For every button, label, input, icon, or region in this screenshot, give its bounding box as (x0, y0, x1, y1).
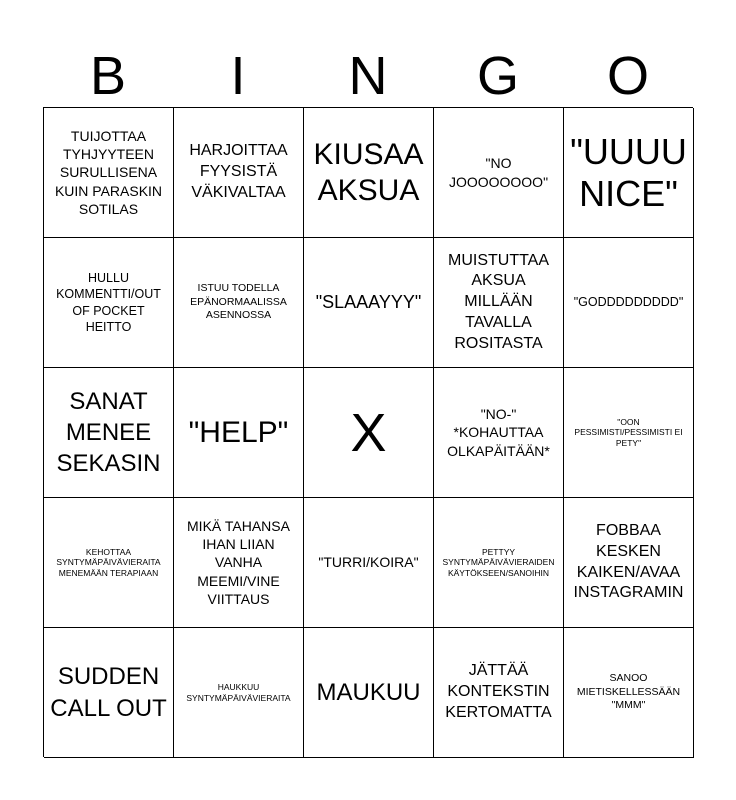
header-letter-i: I (230, 46, 246, 106)
bingo-cell[interactable]: "TURRI/KOIRA" (304, 498, 434, 628)
bingo-header (43, 46, 693, 106)
bingo-cell[interactable]: "NO JOOOOOOOO" (434, 108, 564, 238)
bingo-cell[interactable]: SUDDEN CALL OUT (44, 628, 174, 758)
bingo-cell[interactable]: MAUKUU (304, 628, 434, 758)
bingo-cell[interactable]: HARJOITTAA FYYSISTÄ VÄKIVALTAA (174, 108, 304, 238)
header-letter-n: N (348, 46, 388, 106)
bingo-cell[interactable]: KIUSAA AKSUA (304, 108, 434, 238)
bingo-cell[interactable]: MIKÄ TAHANSA IHAN LIIAN VANHA MEEMI/VINE VIITTAUS (174, 498, 304, 628)
bingo-cell[interactable]: ISTUU TODELLA EPÄNORMAALISSA ASENNOSSA (174, 238, 304, 368)
bingo-cell[interactable]: HAUKKUU SYNTYMÄPÄIVÄVIERAITA (174, 628, 304, 758)
bingo-cell[interactable]: FOBBAA KESKEN KAIKEN/AVAA INSTAGRAMIN (564, 498, 694, 628)
bingo-cell[interactable]: TUIJOTTAA TYHJYYTEEN SURULLISENA KUIN PARASKIN SOTILAS (44, 108, 174, 238)
bingo-cell[interactable]: MUISTUTTAA AKSUA MILLÄÄN TAVALLA ROSITASTA (434, 238, 564, 368)
header-letter-b: B (89, 46, 127, 106)
bingo-cell[interactable]: SANOO MIETISKELLESSÄÄN "MMM" (564, 628, 694, 758)
bingo-cell[interactable]: JÄTTÄÄ KONTEKSTIN KERTOMATTA (434, 628, 564, 758)
header-letter-o: O (606, 46, 649, 106)
bingo-cell[interactable]: "NO-" *KOHAUTTAA OLKAPÄITÄÄN* (434, 368, 564, 498)
bingo-grid (43, 107, 693, 757)
bingo-cell[interactable]: "SLAAAYYY" (304, 238, 434, 368)
free-space-cell[interactable]: X (304, 368, 434, 498)
bingo-cell[interactable]: "OON PESSIMISTI/PESSIMISTI EI PETY" (564, 368, 694, 498)
header-letter-g: G (476, 46, 519, 106)
bingo-cell[interactable]: "HELP" (174, 368, 304, 498)
bingo-cell[interactable]: KEHOTTAA SYNTYMÄPÄIVÄVIERAITA MENEMÄÄN TERAPIAAN (44, 498, 174, 628)
bingo-cell[interactable]: SANAT MENEE SEKASIN (44, 368, 174, 498)
bingo-cell[interactable]: "UUUU NICE" (564, 108, 694, 238)
bingo-cell[interactable]: PETTYY SYNTYMÄPÄIVÄVIERAIDEN KÄYTÖKSEEN/SANOIHIN (434, 498, 564, 628)
bingo-cell[interactable]: "GODDDDDDDDD" (564, 238, 694, 368)
bingo-cell[interactable]: HULLU KOMMENTTI/OUT OF POCKET HEITTO (44, 238, 174, 368)
